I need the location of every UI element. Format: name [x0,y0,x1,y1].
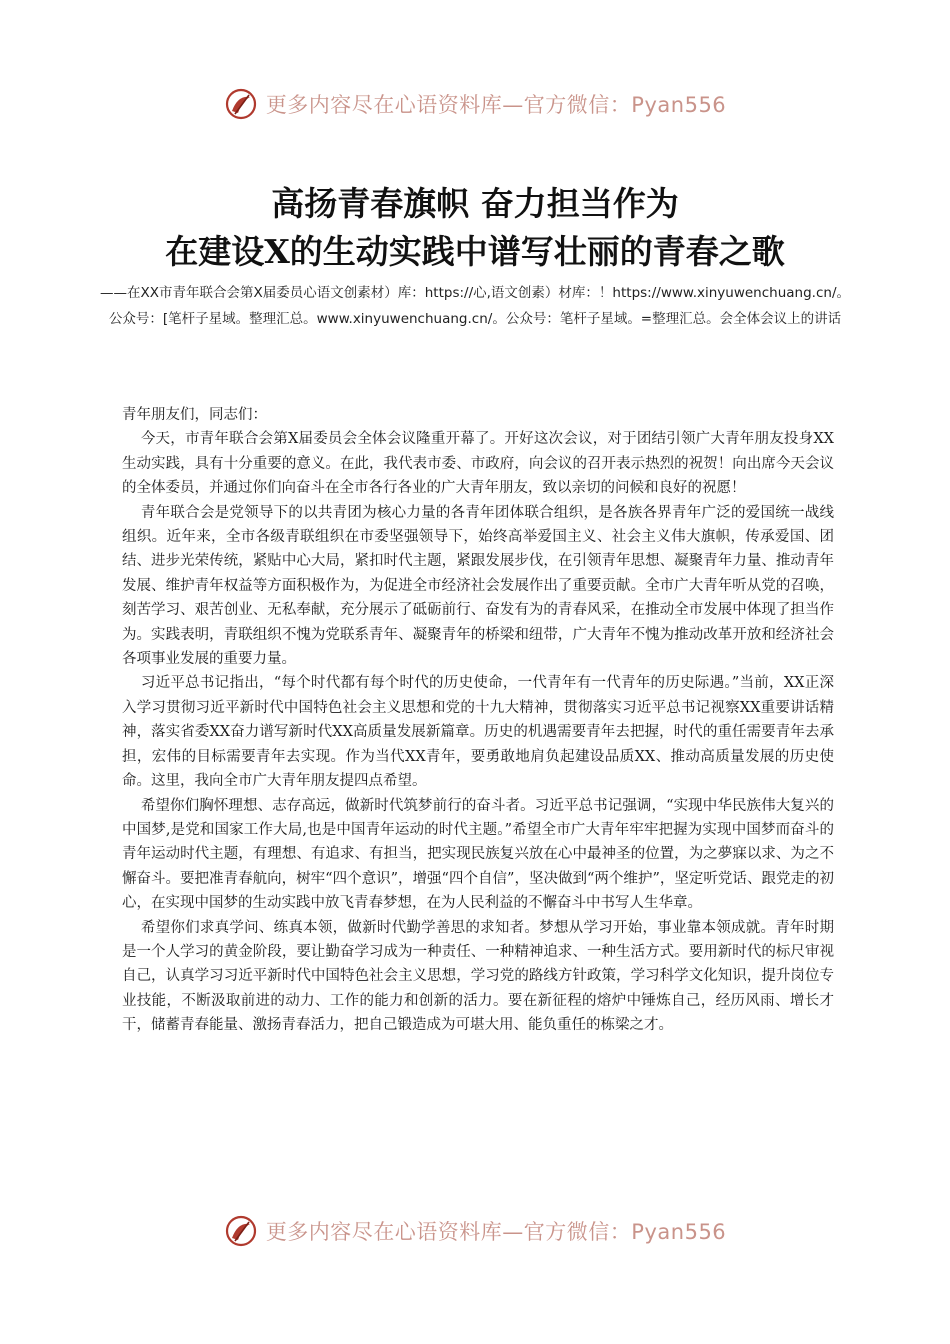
title-block [0,180,950,276]
greeting: 青年朋友们，同志们： [122,407,267,423]
watermark-banner-bottom [0,1211,950,1251]
title-line-2: 在建设X的生动实践中谱写壮丽的青春之歌 [165,232,785,271]
subtitle: ——在XX市青年联合会第X届委员心语文创素材）库：https://心,语文创素）材库：！https://www.xinyuwenchuang.cn/。公众号：[笔杆子星域。整理汇总。www.xinyuwenchuang.cn/。公众号：笔杆子星域。=整理汇总。会全体会议上的讲话 [100,285,850,327]
paragraph: 希望你们求真学问、练真本领，做新时代勤学善思的求知者。梦想从学习开始，事业靠本领成就。青年时期是一个人学习的黄金阶段，要让勤奋学习成为一种责任、一种精神追求、一种生活方式。要用新时代的标尺审视自己，认真学习习近平新时代中国特色社会主义思想，学习党的路线方针政策，学习科学文化知识，提升岗位专业技能，不断汲取前进的动力、工作的能力和创新的活力。要在新征程的熔炉中锤炼自己，经历风雨、增长才干，储蓄青春能量、激扬青春活力，把自己锻造成为可堪大用、能负重任的栋梁之才。 [122,919,834,1034]
watermark-banner-top [0,84,950,124]
watermark-text: 更多内容尽在心语资料库—官方微信：Pyan556 [265,93,727,117]
speech-body [122,403,834,1038]
paragraph: 今天，市青年联合会第X届委员会全体会议隆重开幕了。开好这次会议，对于团结引领广大青年朋友投身XX生动实践，具有十分重要的意义。在此，我代表市委、市政府，向会议的召开表示热烈的祝贺！向出席今天会议的全体委员，并通过你们向奋斗在全市各行各业的广大青年朋友，致以亲切的问候和良好的祝愿！ [122,431,834,497]
brand-logo-icon [224,87,258,121]
paragraph: 青年联合会是党领导下的以共青团为核心力量的各青年团体联合组织，是各族各界青年广泛的爱国统一战线组织。近年来，全市各级青联组织在市委坚强领导下，始终高举爱国主义、社会主义伟大旗帜，传承爱国、团结、进步光荣传统，紧贴中心大局，紧扣时代主题，紧跟发展步伐，在引领青年思想、凝聚青年力量、推动青年发展、维护青年权益等方面积极作为，为促进全市经济社会发展作出了重要贡献。全市广大青年听从党的召唤，刻苦学习、艰苦创业、无私奉献，充分展示了砥砺前行、奋发有为的青春风采，在推动全市发展中体现了担当作为。实践表明，青联组织不愧为党联系青年、凝聚青年的桥梁和纽带，广大青年不愧为推动改革开放和经济社会各项事业发展的重要力量。 [122,504,834,668]
watermark-text: 更多内容尽在心语资料库—官方微信：Pyan556 [265,1220,727,1244]
paragraph: 习近平总书记指出，“每个时代都有每个时代的历史使命，一代青年有一代青年的历史际遇。”当前，XX正深入学习贯彻习近平新时代中国特色社会主义思想和党的十九大精神，贯彻落实习近平总书记视察XX重要讲话精神，落实省委XX奋力谱写新时代XX高质量发展新篇章。历史的机遇需要青年去把握，时代的重任需要青年去承担，宏伟的目标需要青年去实现。作为当代XX青年，要勇敢地肩负起建设品质XX、推动高质量发展的历史使命。这里，我向全市广大青年朋友提四点希望。 [122,675,834,790]
title-line-1: 高扬青春旗帜 奋力担当作为 [271,184,679,223]
brand-logo-icon [224,1214,258,1248]
paragraph: 希望你们胸怀理想、志存高远，做新时代筑梦前行的奋斗者。习近平总书记强调，“实现中华民族伟大复兴的中国梦,是党和国家工作大局,也是中国青年运动的时代主题。”希望全市广大青年牢牢把握为实现中国梦而奋斗的青年运动时代主题，有理想、有追求、有担当，把实现民族复兴放在心中最神圣的位置，为之夢寐以求、为之不懈奋斗。要把准青春航向，树牢“四个意识”，增强“四个自信”，坚决做到“两个维护”，坚定听党话、跟党走的初心，在实现中国梦的生动实践中放飞青春梦想，在为人民利益的不懈奋斗中书写人生华章。 [122,797,834,912]
